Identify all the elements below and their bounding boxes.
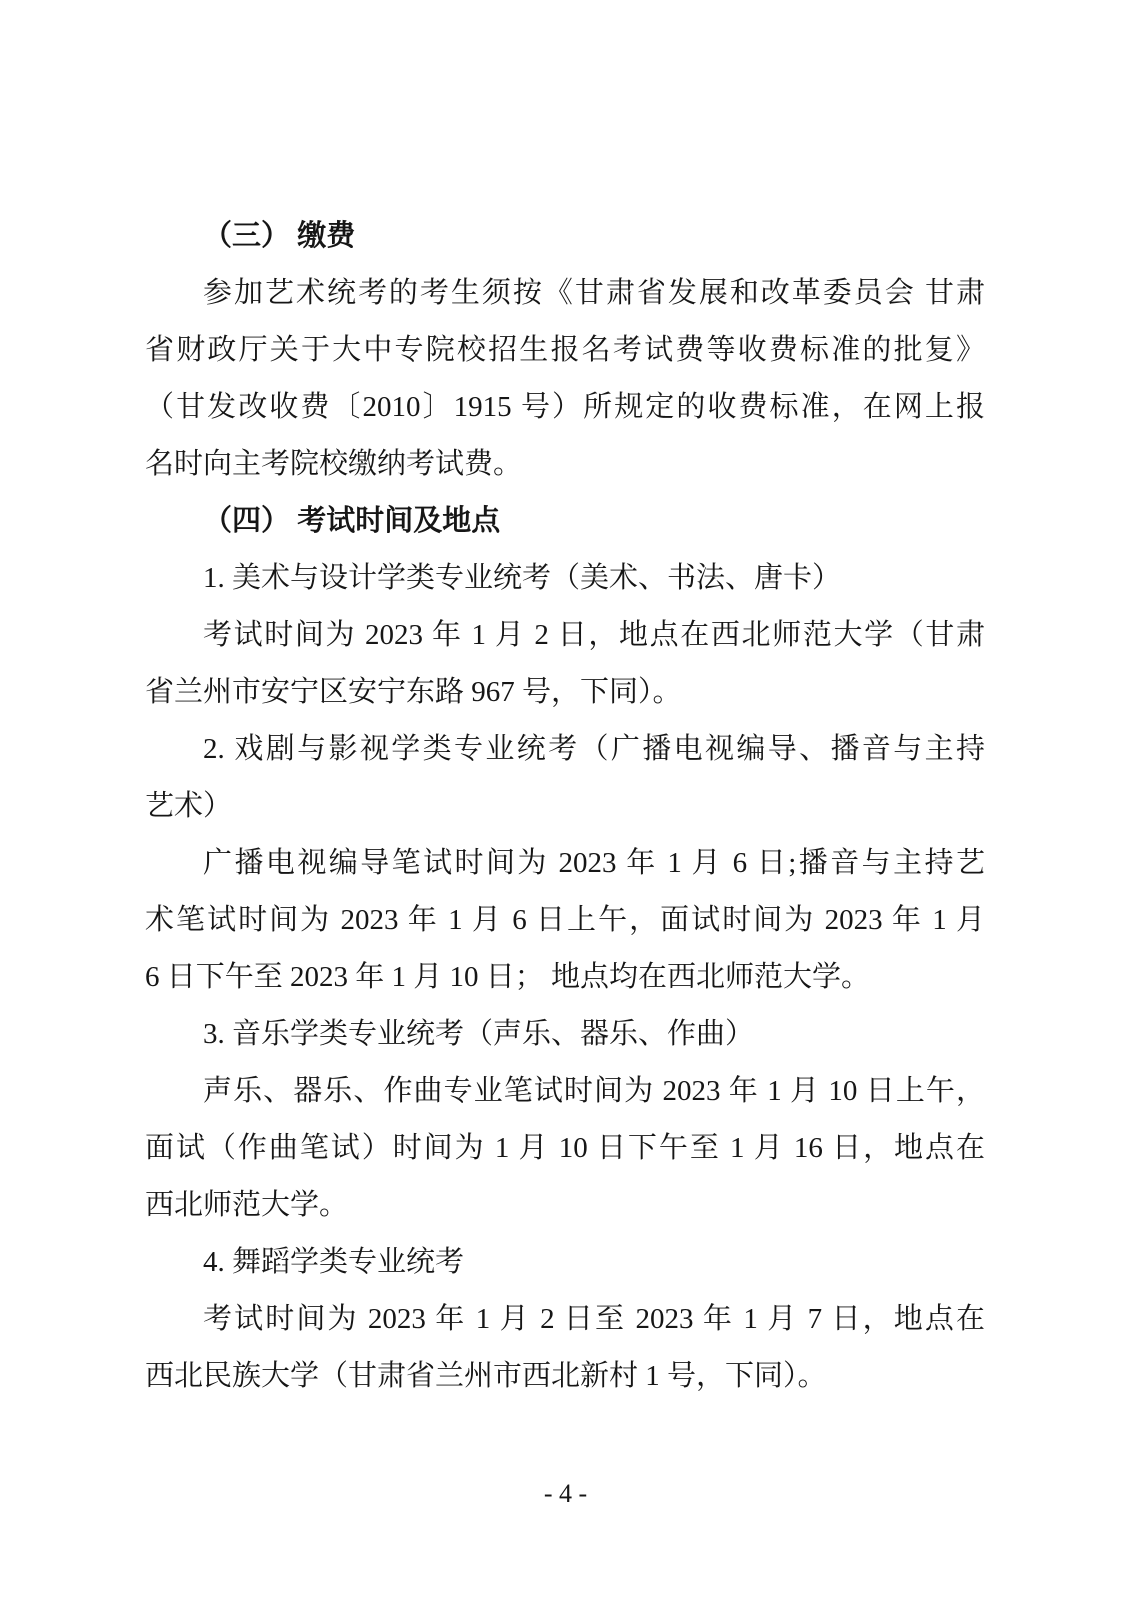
item-3-line-2: 面试（作曲笔试）时间为 1 月 10 日下午至 1 月 16 日，地点在	[145, 1132, 985, 1164]
section-4-heading: （四） 考试时间及地点	[203, 505, 501, 537]
item-3-line-3: 西北师范大学。	[145, 1189, 349, 1221]
para-fee-line-3: （甘发改收费〔2010〕1915 号）所规定的收费标准，在网上报	[145, 391, 985, 423]
item-3-line-1: 声乐、器乐、作曲专业笔试时间为 2023 年 1 月 10 日上午，	[203, 1075, 985, 1107]
item-2-line-3: 6 日下午至 2023 年 1 月 10 日； 地点均在西北师范大学。	[145, 961, 871, 993]
item-4-line-2: 西北民族大学（甘肃省兰州市西北新村 1 号，下同）。	[145, 1360, 827, 1392]
item-2-title-line-1: 2. 戏剧与影视学类专业统考（广播电视编导、播音与主持	[203, 733, 985, 765]
section-3-heading: （三） 缴费	[203, 220, 356, 252]
item-2-title-line-2: 艺术）	[145, 790, 233, 822]
para-fee-line-2: 省财政厅关于大中专院校招生报名考试费等收费标准的批复》	[145, 334, 985, 366]
item-2-line-2: 术笔试时间为 2023 年 1 月 6 日上午，面试时间为 2023 年 1 月	[145, 904, 985, 936]
item-1-line-1: 考试时间为 2023 年 1 月 2 日，地点在西北师范大学（甘肃	[203, 619, 985, 651]
item-1-title: 1. 美术与设计学类专业统考（美术、书法、唐卡）	[203, 562, 842, 594]
item-2-line-1: 广播电视编导笔试时间为 2023 年 1 月 6 日;播音与主持艺	[203, 847, 985, 879]
item-4-line-1: 考试时间为 2023 年 1 月 2 日至 2023 年 1 月 7 日，地点在	[203, 1303, 985, 1335]
page-number: - 4 -	[543, 1479, 588, 1508]
para-fee-line-1: 参加艺术统考的考生须按《甘肃省发展和改革委员会 甘肃	[203, 277, 985, 309]
item-4-title: 4. 舞蹈学类专业统考	[203, 1246, 465, 1278]
item-1-line-2: 省兰州市安宁区安宁东路 967 号，下同）。	[145, 676, 682, 708]
document-body	[145, 208, 985, 1405]
para-fee-line-4: 名时向主考院校缴纳考试费。	[145, 448, 523, 480]
item-3-title: 3. 音乐学类专业统考（声乐、器乐、作曲）	[203, 1018, 755, 1050]
